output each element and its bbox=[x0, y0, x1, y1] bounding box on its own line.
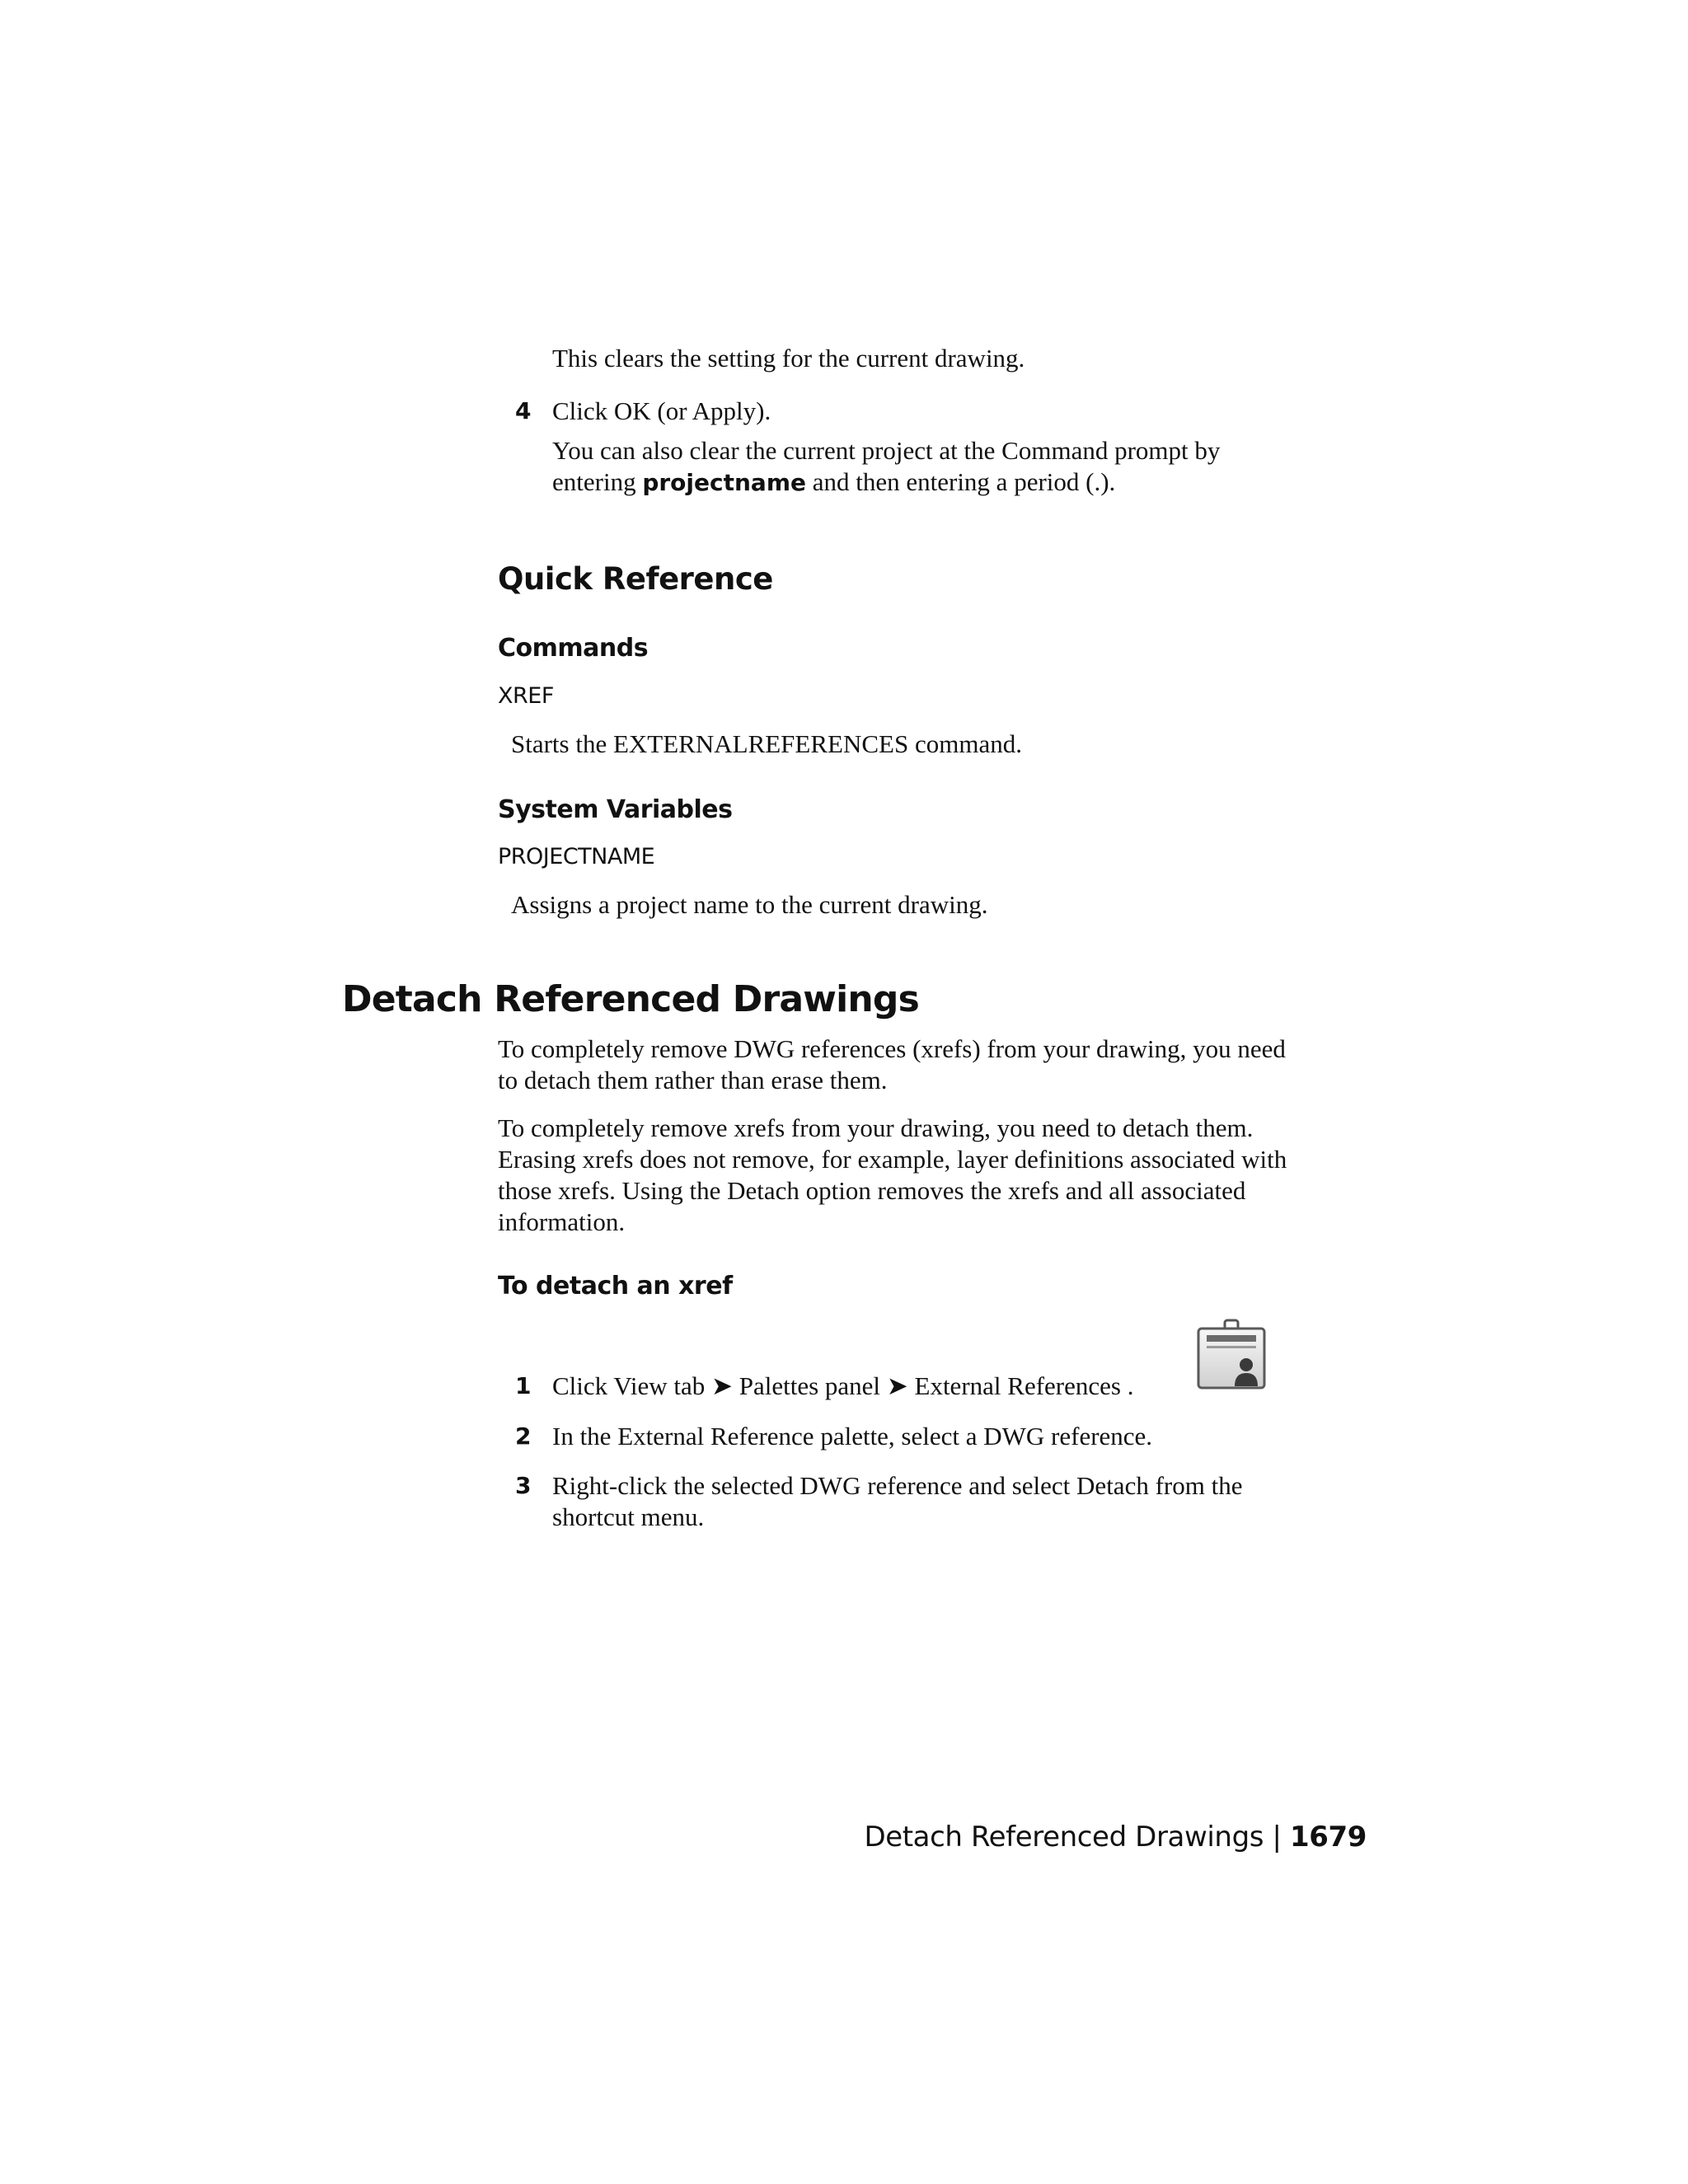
step-number: 3 bbox=[515, 1472, 532, 1499]
detach-paragraph-1 bbox=[498, 1033, 1372, 1096]
procedure-heading: To detach an xref bbox=[498, 1272, 733, 1301]
step-note-line-1: You can also clear the current project at the Command prompt by bbox=[552, 436, 1221, 465]
step-note-line-2 bbox=[552, 466, 1426, 499]
footer-title: Detach Referenced Drawings bbox=[864, 1821, 1264, 1854]
step-note-post: and then entering a period (.). bbox=[805, 467, 1116, 496]
sysvar-name: PROJECTNAME bbox=[498, 844, 655, 869]
step-text: Click View tab ➤ Palettes panel ➤ External References . bbox=[552, 1371, 1134, 1400]
page-number: 1679 bbox=[1289, 1821, 1367, 1854]
step-text-line: Right-click the selected DWG reference and select Detach from the bbox=[552, 1471, 1243, 1500]
step-number: 4 bbox=[515, 397, 532, 424]
step-number: 1 bbox=[515, 1372, 532, 1399]
section-heading: Detach Referenced Drawings bbox=[342, 978, 919, 1020]
paragraph-line: those xrefs. Using the Detach option removes the xrefs and all associated bbox=[498, 1176, 1246, 1205]
commands-heading: Commands bbox=[498, 634, 649, 663]
paragraph-line: Erasing xrefs does not remove, for example, layer definitions associated with bbox=[498, 1145, 1287, 1174]
paragraph-line: information. bbox=[498, 1207, 626, 1236]
external-references-icon bbox=[1195, 1319, 1268, 1391]
command-description: Starts the EXTERNALREFERENCES command. bbox=[511, 729, 1022, 758]
step-text-line: shortcut menu. bbox=[552, 1502, 705, 1531]
sysvar-description: Assigns a project name to the current drawing. bbox=[511, 890, 988, 919]
step-note bbox=[552, 435, 1426, 499]
footer-separator: | bbox=[1272, 1821, 1282, 1854]
step-text: Click OK (or Apply). bbox=[552, 396, 771, 425]
intro-line: This clears the setting for the current drawing. bbox=[552, 344, 1025, 373]
detach-paragraph-2 bbox=[498, 1113, 1372, 1238]
command-name: XREF bbox=[498, 683, 554, 709]
step-number: 2 bbox=[515, 1422, 532, 1450]
page-footer bbox=[864, 1820, 1367, 1854]
paragraph-line: to detach them rather than erase them. bbox=[498, 1066, 888, 1094]
step-note-bold: projectname bbox=[642, 469, 806, 496]
step-text: In the External Reference palette, select a DWG reference. bbox=[552, 1422, 1153, 1451]
paragraph-line: To completely remove DWG references (xrefs) from your drawing, you need bbox=[498, 1034, 1286, 1063]
quick-reference-heading: Quick Reference bbox=[498, 561, 773, 597]
paragraph-line: To completely remove xrefs from your drawing, you need to detach them. bbox=[498, 1113, 1254, 1142]
step-text bbox=[552, 1470, 1426, 1533]
step-note-pre: entering bbox=[552, 467, 643, 496]
system-variables-heading: System Variables bbox=[498, 795, 733, 824]
